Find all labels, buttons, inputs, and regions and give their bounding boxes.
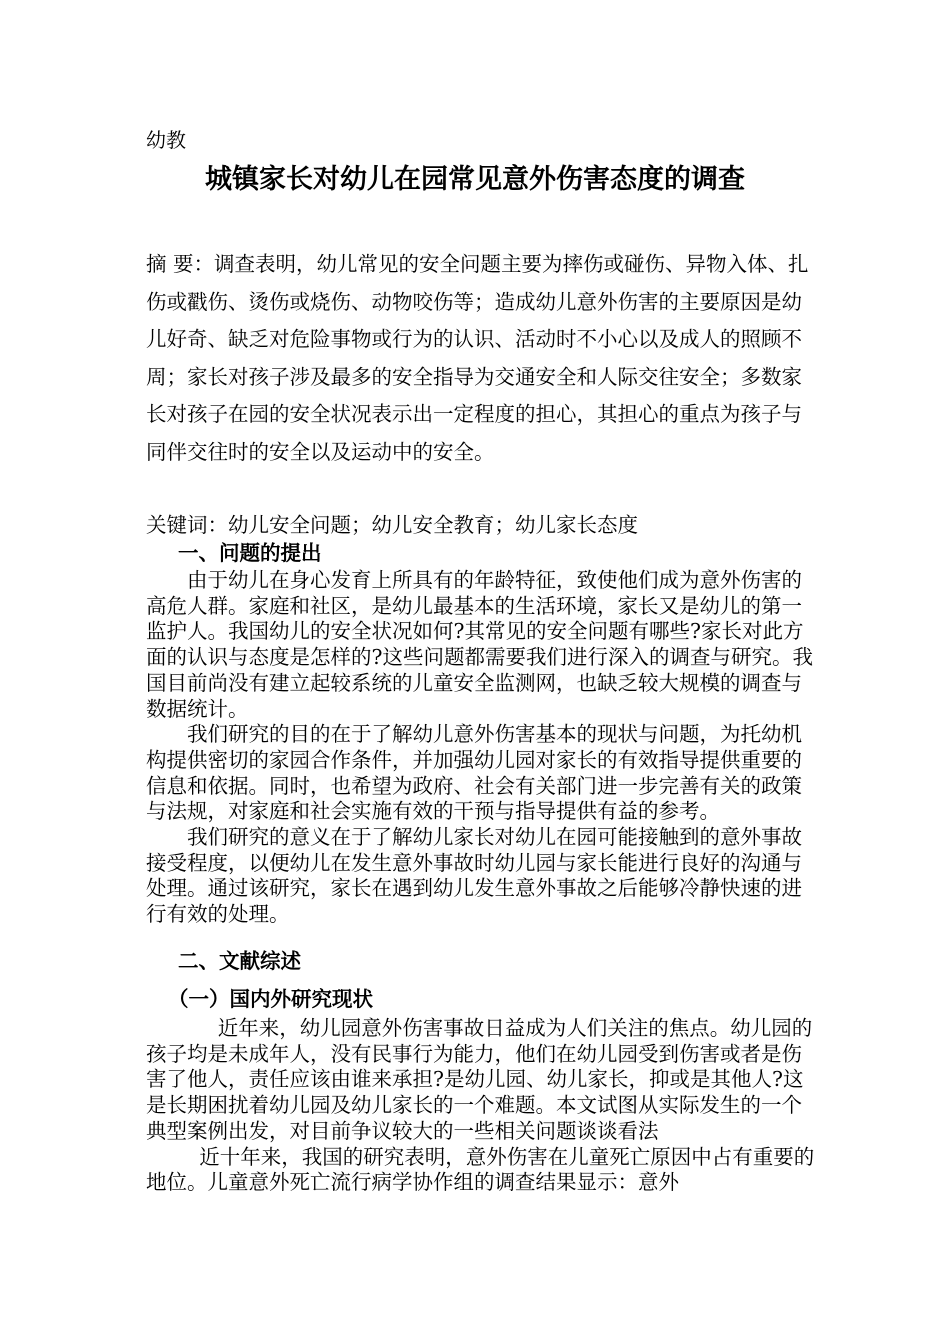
page-title: 城镇家长对幼儿在园常见意外伤害态度的调查: [205, 164, 745, 195]
section-2-body: [146, 1016, 818, 1196]
keywords-label: 关键词：: [146, 513, 228, 537]
abstract: [146, 246, 818, 471]
section-heading-2: 二、文献综述: [178, 949, 301, 973]
paragraph: 我们研究的目的在于了解幼儿意外伤害基本的现状与问题，为托幼机构提供密切的家园合作条件，并加强幼儿园对家长的有效指导提供重要的信息和依据。同时，也希望为政府、社会有关部门进一步完善有关的政策与法规，对家庭和社会实施有效的干预与指导提供有益的参考。: [146, 722, 802, 824]
paragraph: 我们研究的意义在于了解幼儿家长对幼儿在园可能接触到的意外事故接受程度，以便幼儿在发生意外事故时幼儿园与家长能进行良好的沟通与处理。通过该研究，家长在遇到幼儿发生意外事故之后能够冷静快速的进行有效的处理。: [146, 825, 802, 927]
abstract-text: 调查表明，幼儿常见的安全问题主要为摔伤或碰伤、异物入体、扎伤或戳伤、烫伤或烧伤、动物咬伤等；造成幼儿意外伤害的主要原因是幼儿好奇、缺乏对危险事物或行为的认识、活动时不小心以及成人的照顾不周；家长对孩子涉及最多的安全指导为交通安全和人际交往安全；多数家长对孩子在园的安全状况表示出一定程度的担心，其担心的重点为孩子与同伴交往时的安全以及运动中的安全。: [146, 252, 809, 464]
subsection-heading: （一）国内外研究现状: [168, 987, 373, 1011]
paragraph: 近十年来，我国的研究表明，意外伤害在儿童死亡原因中占有重要的地位。儿童意外死亡流行病学协作组的调查结果显示：意外: [146, 1144, 815, 1195]
keywords-text: 幼儿安全问题；幼儿安全教育；幼儿家长态度: [228, 513, 638, 537]
paragraph: 近年来，幼儿园意外伤害事故日益成为人们关注的焦点。幼儿园的孩子均是未成年人，没有民事行为能力，他们在幼儿园受到伤害或者是伤害了他人，责任应该由谁来承担?是幼儿园、幼儿家长，抑或是其他人?这是长期困扰着幼儿园及幼儿家长的一个难题。本文试图从实际发生的一个典型案例出发，对目前争议较大的一些相关问题谈谈看法: [146, 1016, 813, 1143]
section-heading-1: 一、问题的提出: [178, 541, 322, 565]
keywords: [146, 508, 638, 538]
abstract-label: 摘 要：: [146, 252, 215, 276]
paragraph: 由于幼儿在身心发育上所具有的年龄特征，致使他们成为意外伤害的高危人群。家庭和社区，是幼儿最基本的生活环境，家长又是幼儿的第一监护人。我国幼儿的安全状况如何?其常见的安全问题有哪些?家长对此方面的认识与态度是怎样的?这些问题都需要我们进行深入的调查与研究。我国目前尚没有建立起较系统的儿童安全监测网，也缺乏较大规模的调查与数据统计。: [146, 568, 813, 721]
section-1-body: [146, 568, 818, 928]
category-label: 幼教: [146, 128, 186, 152]
